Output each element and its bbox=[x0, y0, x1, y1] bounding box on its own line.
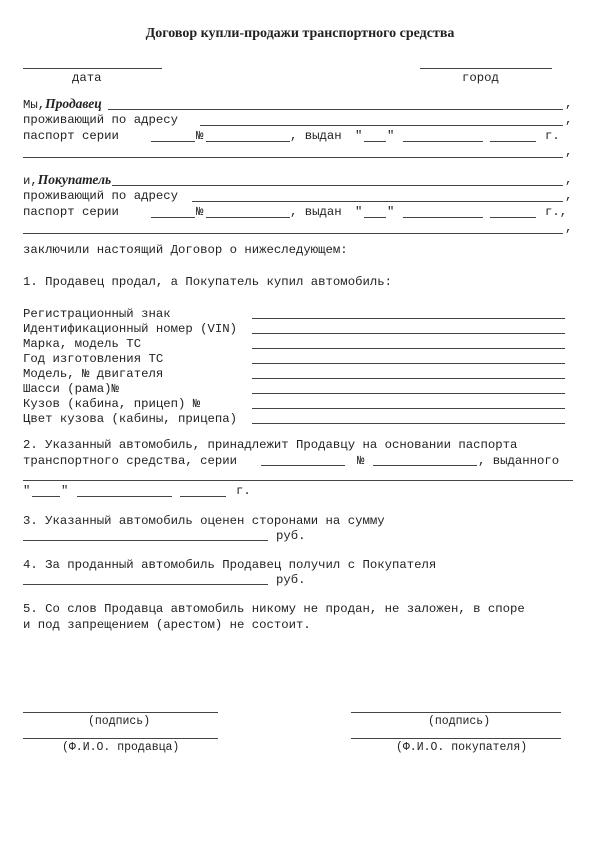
buyer-issuer-line[interactable] bbox=[23, 233, 563, 234]
seller-issue-day-line[interactable] bbox=[364, 141, 386, 142]
clause-2-quote-open: " bbox=[23, 484, 31, 498]
buyer-passport-label: паспорт серии bbox=[23, 205, 119, 219]
buyer-role: Покупатель bbox=[37, 172, 112, 187]
clause-2-year-line[interactable] bbox=[180, 496, 226, 497]
seller-issued-label: , выдан bbox=[290, 129, 342, 143]
seller-issue-year-line[interactable] bbox=[490, 141, 536, 142]
field-make-model-line[interactable] bbox=[252, 348, 565, 349]
field-engine-label: Модель, № двигателя bbox=[23, 367, 164, 381]
seller-prefix bbox=[23, 97, 102, 112]
field-vin-label: Идентификационный номер (VIN) bbox=[23, 322, 238, 336]
clause-2-issued-label: , выданного bbox=[478, 454, 560, 468]
seller-prefix-text: Мы, bbox=[23, 98, 46, 112]
seller-passport-label: паспорт серии bbox=[23, 129, 119, 143]
buyer-number-sign: № bbox=[196, 205, 204, 219]
field-engine-line[interactable] bbox=[252, 378, 565, 379]
buyer-prefix bbox=[23, 173, 111, 188]
field-chassis-line[interactable] bbox=[252, 393, 565, 394]
clause-2-day-line[interactable] bbox=[32, 496, 60, 497]
clause-2-month-line[interactable] bbox=[77, 496, 172, 497]
seller-signature-label: (подпись) bbox=[88, 715, 151, 728]
seller-address-line[interactable] bbox=[200, 125, 563, 126]
clause-2-line-2a: транспортного средства, серии bbox=[23, 454, 238, 468]
clause-4-currency: руб. bbox=[276, 573, 306, 587]
seller-signature-line[interactable] bbox=[23, 712, 218, 713]
buyer-year-suffix: г., bbox=[545, 205, 568, 219]
seller-number-sign: № bbox=[196, 129, 204, 143]
buyer-signature-label: (подпись) bbox=[428, 715, 491, 728]
seller-address-comma: , bbox=[565, 113, 573, 127]
buyer-signature-line[interactable] bbox=[351, 712, 561, 713]
buyer-issued-label: , выдан bbox=[290, 205, 342, 219]
clause-3-currency: руб. bbox=[276, 529, 306, 543]
seller-quote-close: " bbox=[387, 129, 395, 143]
clause-3: 3. Указанный автомобиль оценен сторонами на сумму bbox=[23, 514, 385, 528]
field-body-line[interactable] bbox=[252, 408, 565, 409]
buyer-passport-number-line[interactable] bbox=[206, 217, 290, 218]
clause-1: 1. Продавец продал, а Покупатель купил автомобиль: bbox=[23, 275, 392, 289]
date-label: дата bbox=[72, 71, 102, 85]
buyer-quote-close: " bbox=[387, 205, 395, 219]
seller-name-comma: , bbox=[565, 97, 573, 111]
field-chassis-label: Шасси (рама)№ bbox=[23, 382, 119, 396]
city-line[interactable] bbox=[420, 68, 552, 69]
field-reg-plate-label: Регистрационный знак bbox=[23, 307, 171, 321]
clause-3-amount-line[interactable] bbox=[23, 540, 268, 541]
buyer-address-label: проживающий по адресу bbox=[23, 189, 178, 203]
clause-5-line-1: 5. Со слов Продавца автомобиль никому не продан, не заложен, в споре bbox=[23, 602, 525, 616]
buyer-fullname-line[interactable] bbox=[351, 738, 561, 739]
buyer-name-comma: , bbox=[565, 173, 573, 187]
seller-year-suffix: г. bbox=[545, 129, 560, 143]
clause-2-number-line[interactable] bbox=[373, 465, 477, 466]
buyer-address-comma: , bbox=[565, 189, 573, 203]
intro-text: заключили настоящий Договор о нижеследующем: bbox=[23, 243, 348, 257]
seller-role: Продавец bbox=[45, 96, 102, 111]
seller-quote-open: " bbox=[355, 129, 363, 143]
clause-2-number-sign: № bbox=[357, 454, 365, 468]
city-label: город bbox=[462, 71, 499, 85]
seller-fullname-label: (Ф.И.О. продавца) bbox=[62, 741, 180, 754]
buyer-quote-open: " bbox=[355, 205, 363, 219]
clause-4-amount-line[interactable] bbox=[23, 584, 268, 585]
clause-2-year-suffix: г. bbox=[236, 484, 251, 498]
clause-4: 4. За проданный автомобиль Продавец получил с Покупателя bbox=[23, 558, 437, 572]
seller-passport-number-line[interactable] bbox=[206, 141, 290, 142]
document-title: Договор купли-продажи транспортного средства bbox=[145, 26, 455, 41]
field-color-label: Цвет кузова (кабины, прицепа) bbox=[23, 412, 238, 426]
seller-issuer-line[interactable] bbox=[23, 157, 563, 158]
buyer-name-line[interactable] bbox=[112, 185, 563, 186]
buyer-address-line[interactable] bbox=[192, 201, 563, 202]
clause-2-series-line[interactable] bbox=[261, 465, 345, 466]
seller-fullname-line[interactable] bbox=[23, 738, 218, 739]
seller-address-label: проживающий по адресу bbox=[23, 113, 178, 127]
seller-issuer-comma: , bbox=[565, 145, 573, 159]
clause-2-quote-close: " bbox=[61, 484, 69, 498]
buyer-issuer-comma: , bbox=[565, 221, 573, 235]
field-make-model-label: Марка, модель ТС bbox=[23, 337, 142, 351]
field-color-line[interactable] bbox=[252, 423, 565, 424]
seller-passport-series-line[interactable] bbox=[151, 141, 195, 142]
buyer-passport-series-line[interactable] bbox=[151, 217, 195, 218]
date-line[interactable] bbox=[23, 68, 162, 69]
buyer-issue-year-line[interactable] bbox=[490, 217, 536, 218]
field-year-line[interactable] bbox=[252, 363, 565, 364]
field-body-label: Кузов (кабина, прицеп) № bbox=[23, 397, 201, 411]
field-reg-plate-line[interactable] bbox=[252, 318, 565, 319]
buyer-prefix-text: и, bbox=[23, 174, 38, 188]
field-year-label: Год изготовления ТС bbox=[23, 352, 164, 366]
clause-2-issuer-line[interactable] bbox=[23, 480, 573, 481]
buyer-issue-day-line[interactable] bbox=[364, 217, 386, 218]
seller-name-line[interactable] bbox=[108, 109, 563, 110]
buyer-fullname-label: (Ф.И.О. покупателя) bbox=[396, 741, 528, 754]
clause-5-line-2: и под запрещением (арестом) не состоит. bbox=[23, 618, 311, 632]
buyer-issue-month-line[interactable] bbox=[403, 217, 483, 218]
seller-issue-month-line[interactable] bbox=[403, 141, 483, 142]
clause-2-line-1: 2. Указанный автомобиль, принадлежит Продавцу на основании паспорта bbox=[23, 438, 518, 452]
field-vin-line[interactable] bbox=[252, 333, 565, 334]
